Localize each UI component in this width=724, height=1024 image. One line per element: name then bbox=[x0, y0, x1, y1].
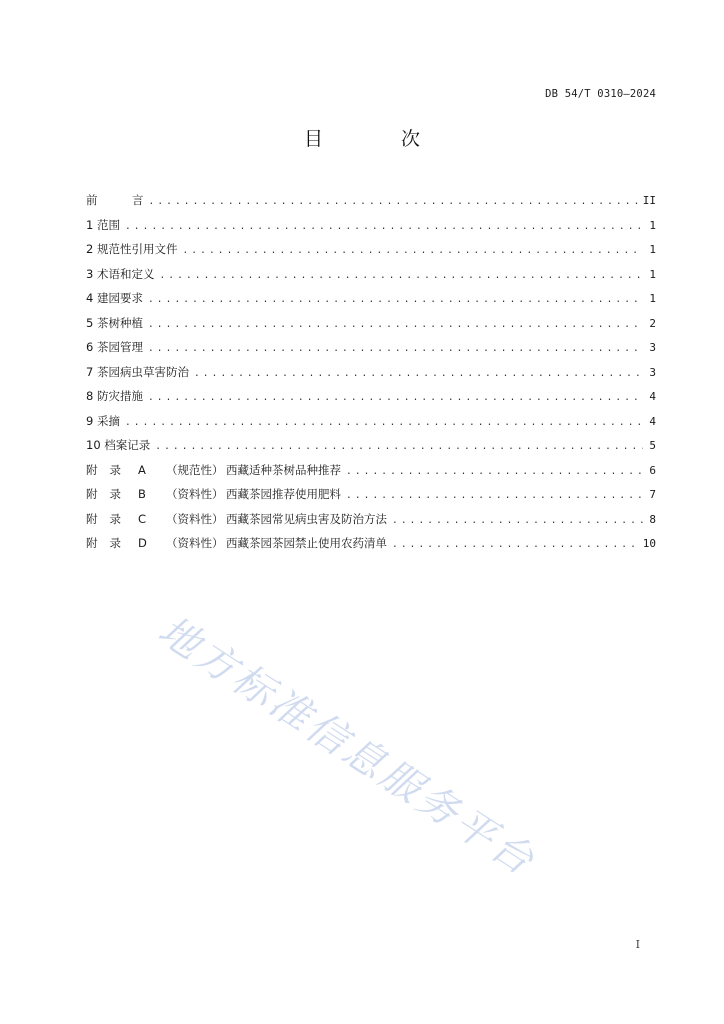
toc-entry-page: 7 bbox=[649, 488, 656, 501]
toc-entry-page: 5 bbox=[649, 439, 656, 452]
toc-entry-page: 6 bbox=[649, 463, 656, 477]
toc-entry-label: 前 言 bbox=[86, 193, 144, 207]
toc-entry-page: 1 bbox=[649, 243, 656, 256]
toc-entry-label: 8 防灾措施 bbox=[86, 389, 143, 403]
toc-leader-dots bbox=[392, 533, 640, 558]
toc-entry-label: 7 茶园病虫草害防治 bbox=[86, 364, 189, 379]
toc-entry-page: 3 bbox=[649, 365, 656, 379]
toc-leader-dots bbox=[159, 264, 643, 289]
toc-entry-1[interactable] bbox=[86, 213, 656, 238]
toc-entry-label: 1 范围 bbox=[86, 217, 120, 232]
toc-entry-4[interactable] bbox=[86, 286, 656, 311]
appendix-title: 西藏茶园推荐使用肥料 bbox=[226, 487, 341, 501]
toc-appendix-c[interactable] bbox=[86, 507, 656, 532]
toc-appendix-label bbox=[86, 507, 389, 532]
appendix-letter: A bbox=[138, 462, 146, 477]
appendix-letter: B bbox=[138, 487, 146, 501]
toc-entry-page: 1 bbox=[649, 292, 656, 305]
toc-leader-dots bbox=[148, 288, 643, 313]
toc-entry-label: 5 茶树种植 bbox=[86, 315, 143, 330]
toc-entry-7[interactable] bbox=[86, 360, 656, 385]
toc-appendix-label bbox=[86, 531, 389, 556]
appendix-letter: C bbox=[138, 511, 147, 526]
toc-appendix-b[interactable] bbox=[86, 482, 656, 507]
appendix-type: （资料性） bbox=[166, 536, 224, 550]
toc-entry-label: 6 茶园管理 bbox=[86, 340, 143, 354]
toc-entry-6[interactable] bbox=[86, 335, 656, 360]
toc-entry-2[interactable] bbox=[86, 237, 656, 262]
toc-leader-dots bbox=[346, 484, 643, 509]
appendix-title: 西藏适种茶树品种推荐 bbox=[226, 462, 341, 477]
toc-entry-label: 10 档案记录 bbox=[86, 438, 151, 452]
appendix-word: 附录 bbox=[86, 536, 133, 550]
toc-leader-dots bbox=[149, 190, 640, 215]
toc-appendix-label bbox=[86, 458, 343, 483]
toc-entry-page: 8 bbox=[649, 512, 656, 526]
toc-leader-dots bbox=[194, 362, 643, 387]
toc-appendix-d[interactable] bbox=[86, 531, 656, 556]
watermark: 地方标准信息服务平台 bbox=[150, 607, 545, 886]
toc-entry-label: 3 术语和定义 bbox=[86, 266, 155, 281]
appendix-letter: D bbox=[138, 536, 147, 550]
toc-leader-dots bbox=[125, 411, 643, 436]
toc-entry-page: 4 bbox=[649, 414, 656, 428]
toc-entry-page: II bbox=[642, 194, 656, 207]
toc-entry-page: 10 bbox=[642, 537, 656, 550]
appendix-word: 附录 bbox=[86, 462, 133, 477]
toc-entry-page: 2 bbox=[649, 316, 656, 330]
toc-leader-dots bbox=[125, 215, 643, 240]
page-title: 目 次 bbox=[303, 128, 457, 150]
table-of-contents bbox=[86, 188, 656, 556]
toc-leader-dots bbox=[346, 460, 643, 485]
toc-leader-dots bbox=[148, 337, 643, 362]
document-code: DB 54/T 0310—2024 bbox=[545, 88, 656, 100]
appendix-type: （规范性） bbox=[166, 462, 224, 477]
toc-leader-dots bbox=[148, 313, 643, 338]
appendix-title: 西藏茶园常见病虫害及防治方法 bbox=[226, 511, 387, 526]
toc-entry-page: 3 bbox=[649, 341, 656, 354]
toc-entry-10[interactable] bbox=[86, 433, 656, 458]
appendix-word: 附录 bbox=[86, 511, 133, 526]
toc-entry-9[interactable] bbox=[86, 409, 656, 434]
toc-entry-label: 9 采摘 bbox=[86, 413, 120, 428]
toc-entry-3[interactable] bbox=[86, 262, 656, 287]
toc-entry-page: 1 bbox=[649, 267, 656, 281]
toc-entry-page: 1 bbox=[649, 218, 656, 232]
toc-leader-dots bbox=[392, 509, 643, 534]
toc-entry-page: 4 bbox=[649, 390, 656, 403]
toc-entry-5[interactable] bbox=[86, 311, 656, 336]
toc-appendix-label bbox=[86, 482, 343, 507]
toc-entry-foreword[interactable] bbox=[86, 188, 656, 213]
appendix-type: （资料性） bbox=[166, 511, 224, 526]
toc-entry-8[interactable] bbox=[86, 384, 656, 409]
toc-leader-dots bbox=[182, 239, 643, 264]
page-number: I bbox=[635, 938, 640, 951]
appendix-word: 附录 bbox=[86, 487, 133, 501]
toc-entry-label: 4 建园要求 bbox=[86, 291, 143, 305]
appendix-title: 西藏茶园茶园禁止使用农药清单 bbox=[226, 536, 387, 550]
toc-entry-label: 2 规范性引用文件 bbox=[86, 242, 178, 256]
appendix-type: （资料性） bbox=[166, 487, 224, 501]
toc-appendix-a[interactable] bbox=[86, 458, 656, 483]
toc-leader-dots bbox=[155, 435, 643, 460]
toc-leader-dots bbox=[148, 386, 643, 411]
